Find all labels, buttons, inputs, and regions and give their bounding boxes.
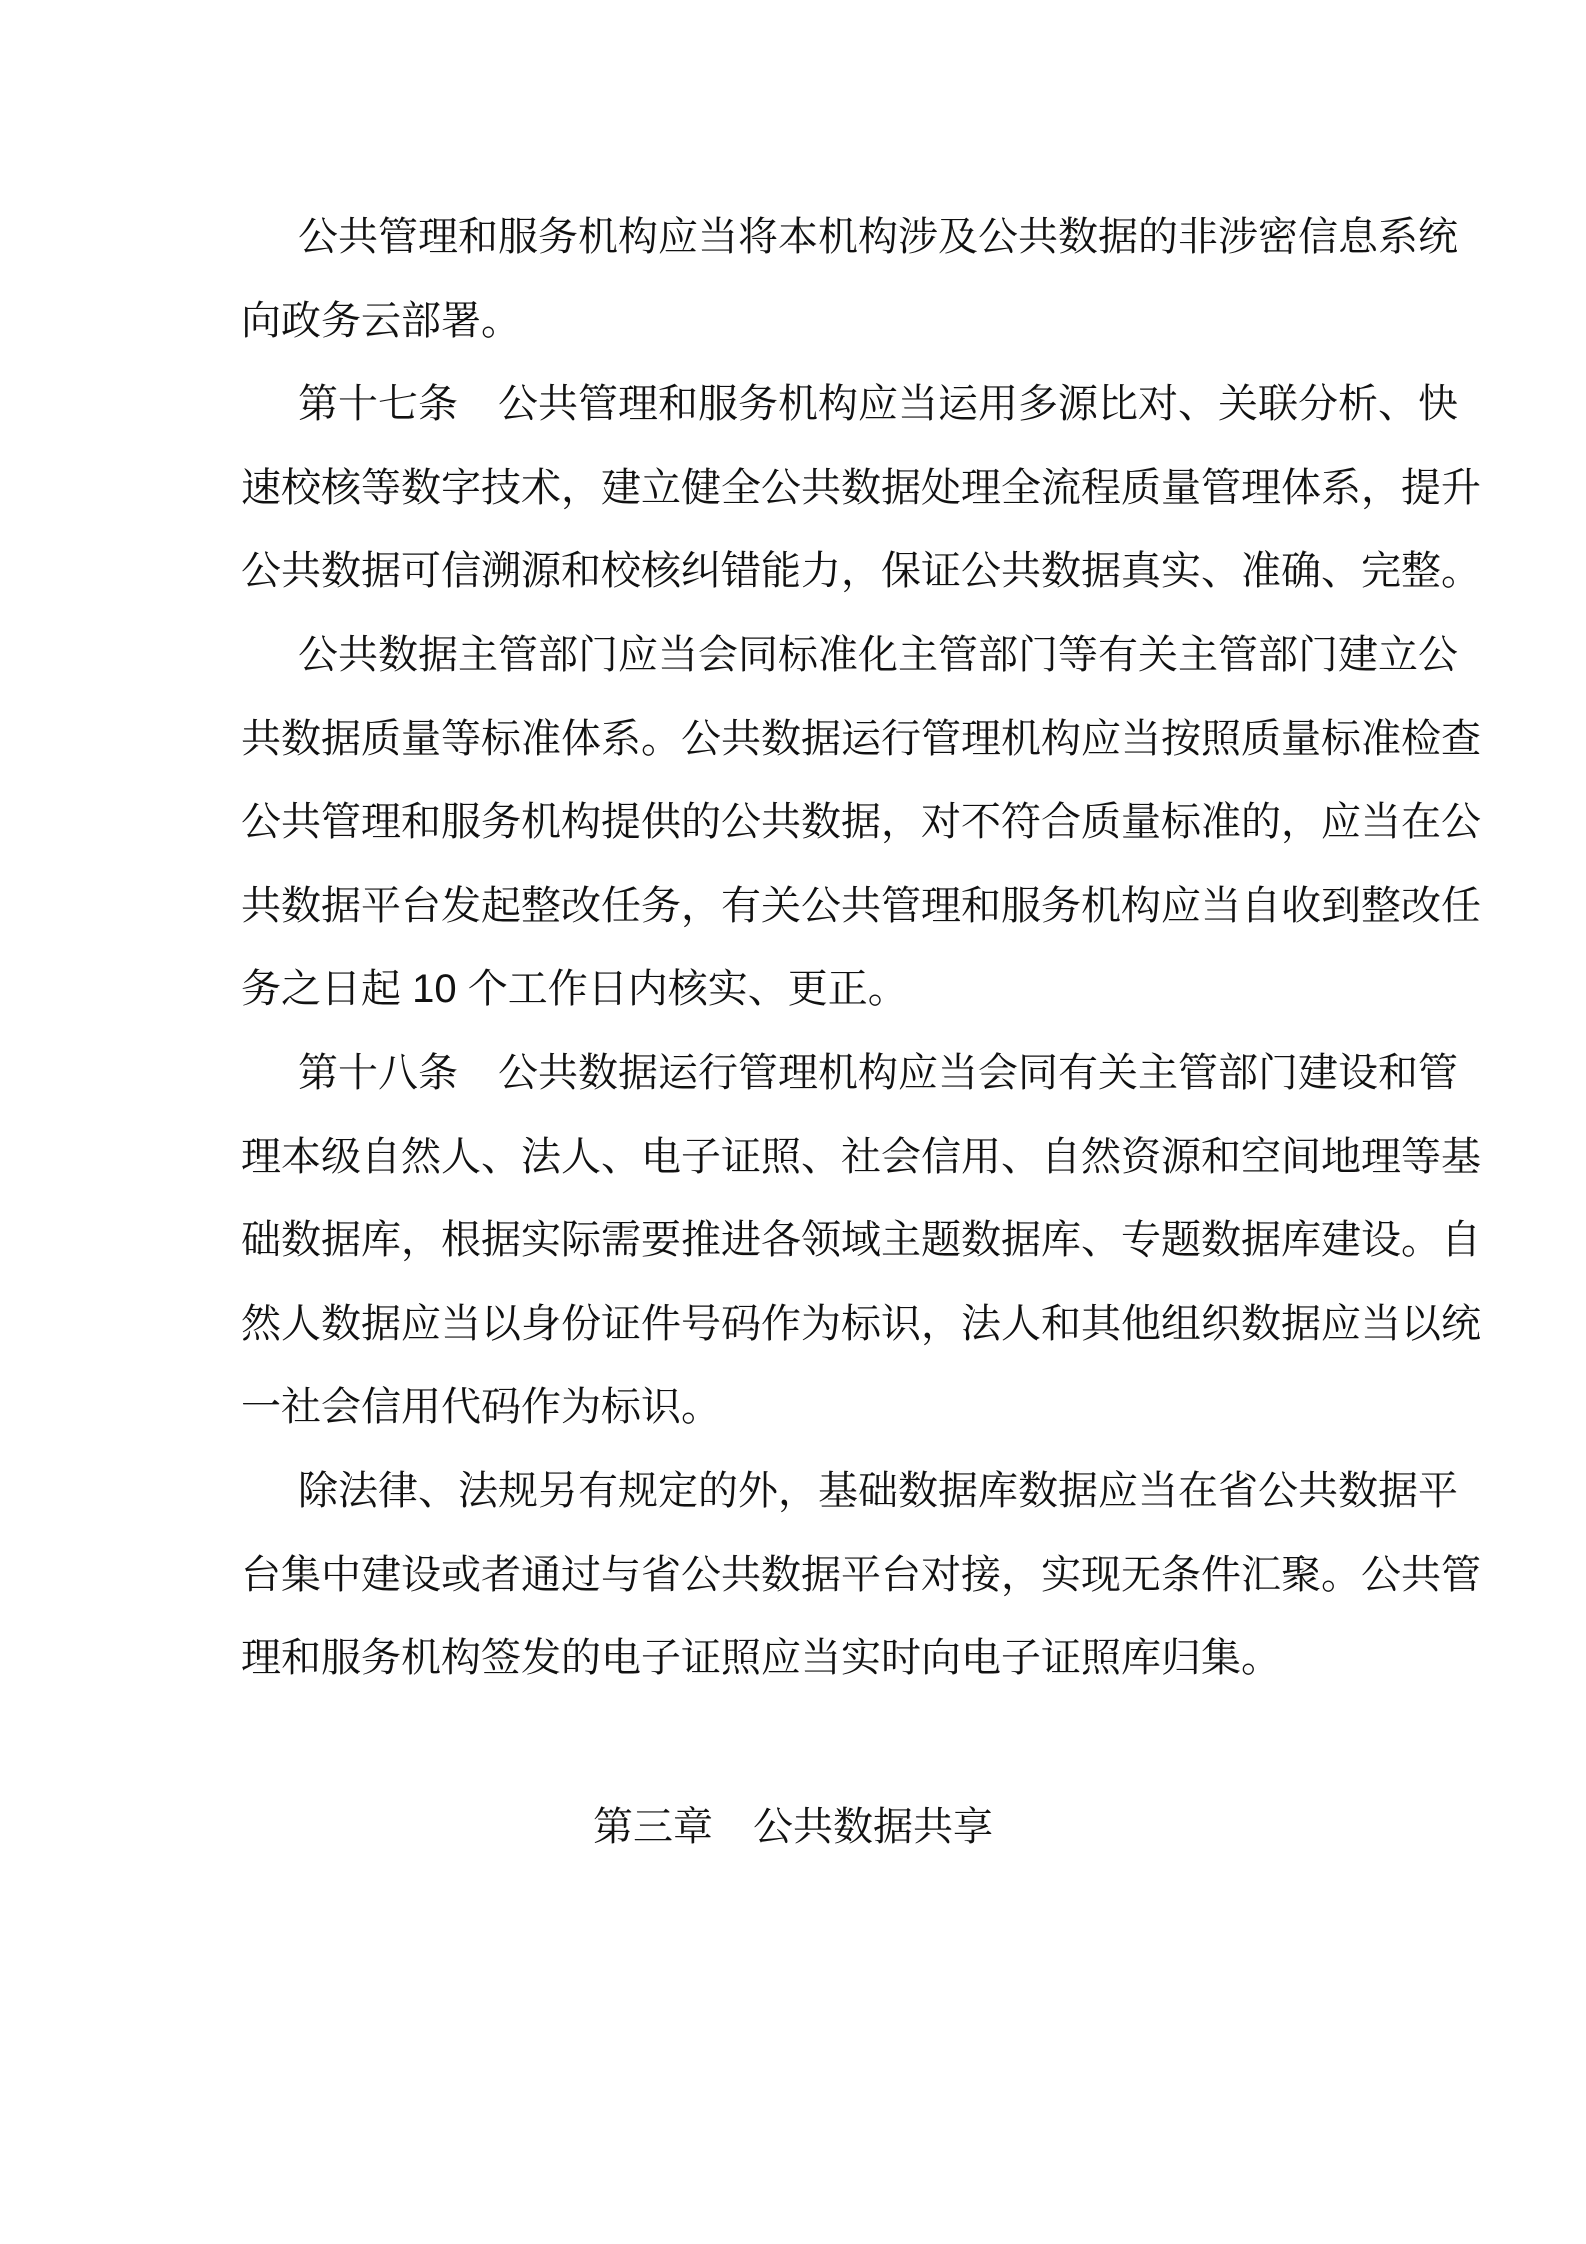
paragraph bbox=[241, 196, 1458, 363]
paragraph-line: 第十七条 公共管理和服务机构应当运用多源比对、关联分析、快 bbox=[298, 382, 1458, 427]
paragraph-line: 公共管理和服务机构应当将本机构涉及公共数据的非涉密信息系统 bbox=[298, 215, 1458, 259]
paragraph-line: 务之日起 10 个工作日内核实、更正。 bbox=[241, 967, 908, 1012]
paragraph-line: 共数据平台发起整改任务，有关公共管理和服务机构应当自收到整改任 bbox=[241, 883, 1481, 928]
paragraph-line: 一社会信用代码作为标识。 bbox=[241, 1385, 721, 1430]
paragraph-line: 向政务云部署。 bbox=[241, 298, 521, 343]
paragraph-line: 公共管理和服务机构提供的公共数据，对不符合质量标准的，应当在公 bbox=[241, 800, 1481, 845]
paragraph-line: 公共数据可信溯源和校核纠错能力，保证公共数据真实、准确、完整。 bbox=[241, 549, 1481, 594]
paragraph-line: 速校核等数字技术，建立健全公共数据处理全流程质量管理体系，提升 bbox=[241, 465, 1481, 510]
paragraph-line: 除法律、法规另有规定的外，基础数据库数据应当在省公共数据平 bbox=[298, 1468, 1458, 1513]
paragraph bbox=[241, 1032, 1481, 1450]
paragraph-line: 共数据质量等标准体系。公共数据运行管理机构应当按照质量标准检查 bbox=[241, 716, 1481, 761]
paragraph bbox=[241, 614, 1481, 1032]
chapter-heading: 第三章 公共数据共享 bbox=[593, 1805, 993, 1849]
paragraph-line: 然人数据应当以身份证件号码作为标识，法人和其他组织数据应当以统 bbox=[241, 1301, 1481, 1346]
paragraph bbox=[241, 1450, 1481, 1701]
paragraph-line: 第十八条 公共数据运行管理机构应当会同有关主管部门建设和管 bbox=[298, 1050, 1458, 1095]
paragraph-line: 台集中建设或者通过与省公共数据平台对接，实现无条件汇聚。公共管 bbox=[241, 1552, 1481, 1597]
paragraph-line: 理本级自然人、法人、电子证照、社会信用、自然资源和空间地理等基 bbox=[241, 1134, 1481, 1179]
paragraph bbox=[241, 363, 1481, 614]
paragraph-line: 公共数据主管部门应当会同标准化主管部门等有关主管部门建立公 bbox=[298, 632, 1458, 677]
document-body bbox=[241, 196, 1481, 1701]
paragraph-line: 理和服务机构签发的电子证照应当实时向电子证照库归集。 bbox=[241, 1636, 1281, 1681]
paragraph-line: 础数据库，根据实际需要推进各领域主题数据库、专题数据库建设。自 bbox=[241, 1218, 1481, 1263]
